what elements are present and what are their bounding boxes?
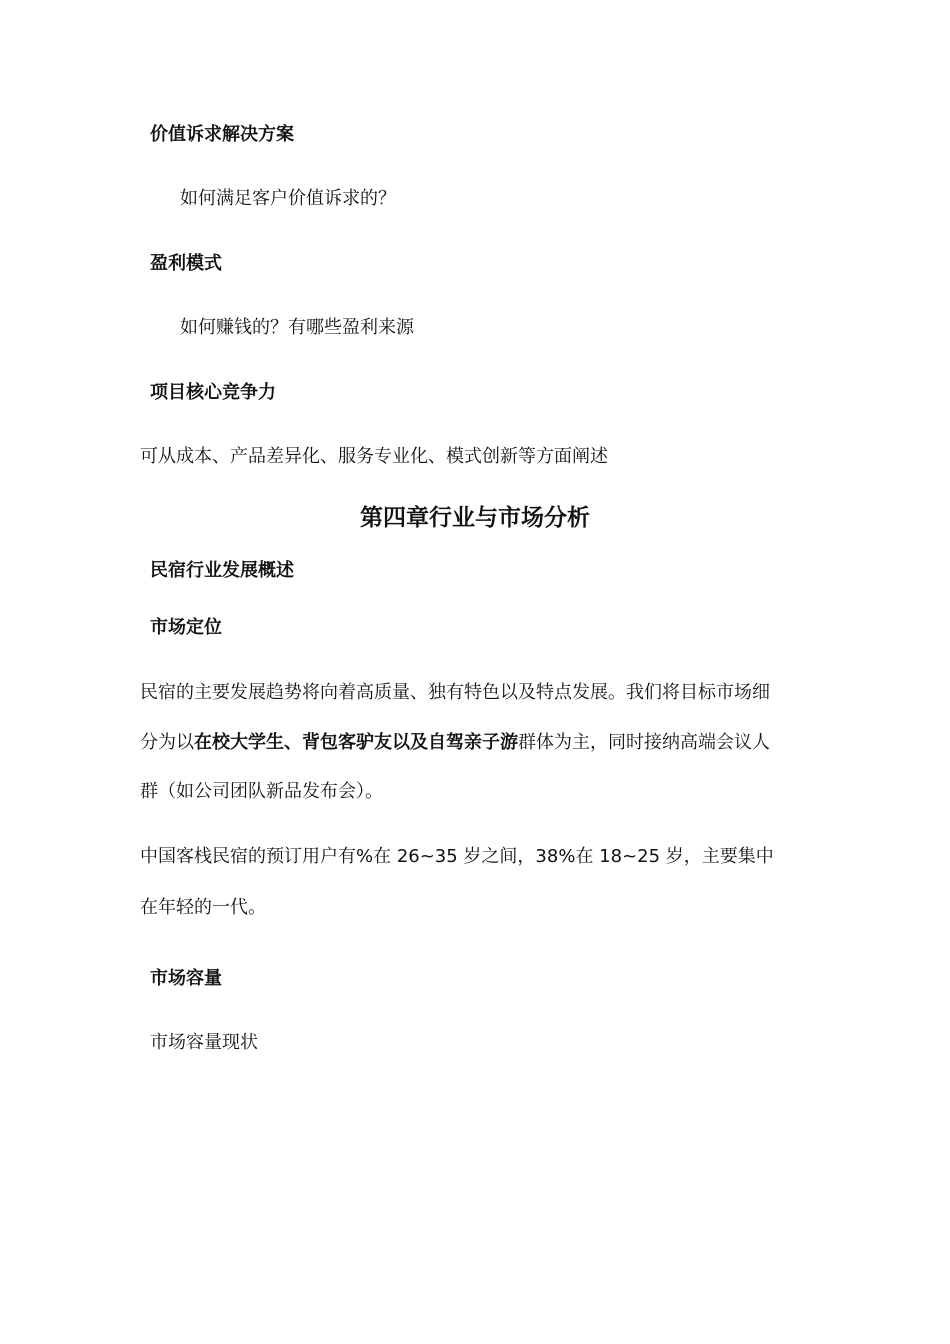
chapter-title: 第四章行业与市场分析 [360,505,590,531]
heading-market-capacity: 市场容量 [150,968,222,989]
heading-value-solution: 价值诉求解决方案 [150,124,294,145]
text-value-solution: 如何满足客户价值诉求的？ [180,188,396,209]
positioning-para2-line2: 在年轻的一代。 [140,897,266,918]
subheading-market-capacity-status: 市场容量现状 [150,1032,258,1053]
heading-profit-model: 盈利模式 [150,253,222,274]
positioning-para1-line2 [140,731,770,755]
positioning-para2-line1: 中国客栈民宿的预订用户有%在 26~35 岁之间，38%在 18~25 岁，主要集中 [140,846,774,867]
positioning-target-groups: 在校大学生、背包客驴友以及自驾亲子游 [194,732,518,753]
heading-market-positioning: 市场定位 [150,617,222,638]
positioning-para1-line2-post: 群体为主，同时接纳高端会议人 [518,732,770,753]
heading-industry-overview: 民宿行业发展概述 [150,560,294,581]
text-profit-model: 如何赚钱的？有哪些盈利来源 [180,317,414,338]
positioning-para1-line3: 群（如公司团队新品发布会）。 [140,781,383,802]
text-core-competitiveness: 可从成本、产品差异化、服务专业化、模式创新等方面阐述 [140,446,608,467]
positioning-para1-line2-pre: 分为以 [140,732,194,753]
positioning-para1-line1: 民宿的主要发展趋势将向着高质量、独有特色以及特点发展。我们将目标市场细 [140,682,770,703]
heading-core-competitiveness: 项目核心竞争力 [150,382,276,403]
